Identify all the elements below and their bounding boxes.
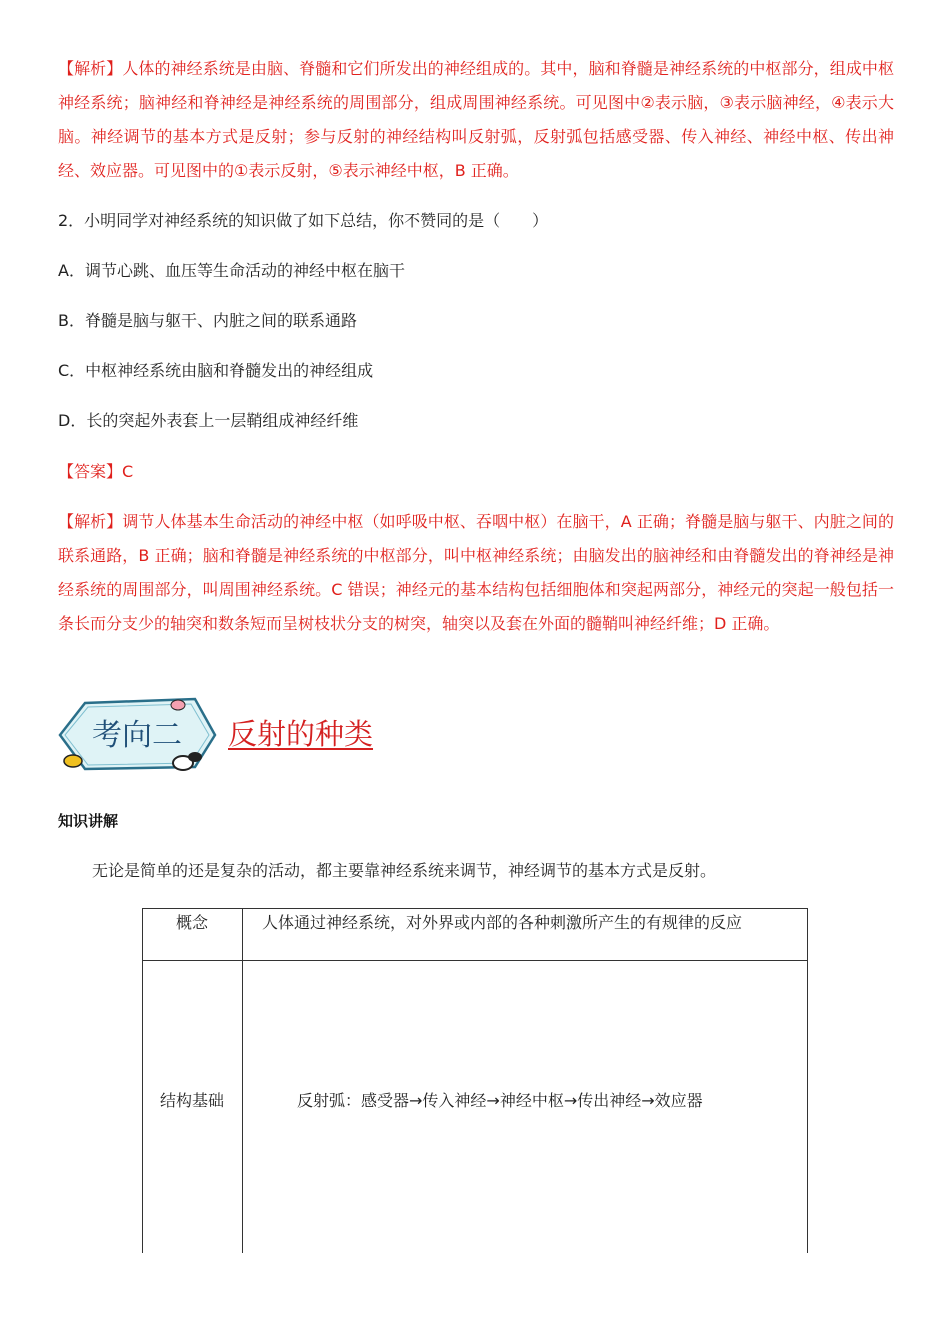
analysis-tag: 【解析】 bbox=[58, 512, 123, 531]
answer-value: C bbox=[122, 462, 134, 481]
knowledge-intro: 无论是简单的还是复杂的活动，都主要靠神经系统来调节，神经调节的基本方式是反射。 bbox=[92, 861, 717, 880]
answer-line bbox=[58, 459, 133, 485]
reflex-table bbox=[142, 908, 808, 1253]
badge-decoration-dark bbox=[188, 752, 202, 762]
option-c: C．中枢神经系统由脑和脊髓发出的神经组成 bbox=[58, 361, 374, 380]
analysis-text: 调节人体基本生命活动的神经中枢（如呼吸中枢、吞咽中枢）在脑干，A 正确；脊髓是脑与躯干、内脏之间的联系通路，B 正确；脑和脊髓是神经系统的中枢部分，叫中枢神经系统；由脑发出的脑神经和由脊髓发出的脊神经是神经系统的周围部分，叫周围神经系统。C 错误；神经元的基本结构包括细胞体和突起两部分，神经元的突起一般包括一条长而分支少的轴突和数条短而呈树枝状分支的树突，轴突以及套在外面的髓鞘叫神经纤维；D 正确。 bbox=[58, 512, 894, 633]
answer-tag: 【答案】 bbox=[58, 462, 123, 481]
badge-decoration-yellow bbox=[64, 755, 82, 767]
analysis-paragraph-1 bbox=[58, 52, 894, 188]
analysis-tag: 【解析】 bbox=[58, 59, 123, 78]
table-border-top bbox=[142, 908, 808, 909]
badge-decoration-pink bbox=[171, 700, 185, 710]
table-label-structure: 结构基础 bbox=[159, 1091, 224, 1110]
table-content-concept: 人体通过神经系统，对外界或内部的各种刺激所产生的有规律的反应 bbox=[262, 913, 743, 932]
table-row-divider bbox=[142, 960, 808, 961]
table-label-concept: 概念 bbox=[175, 913, 208, 932]
question-stem: 2．小明同学对神经系统的知识做了如下总结，你不赞同的是（ ） bbox=[58, 211, 549, 230]
knowledge-heading: 知识讲解 bbox=[58, 812, 119, 830]
badge-text: 考向二 bbox=[92, 718, 182, 753]
table-content-structure: 反射弧：感受器→传入神经→神经中枢→传出神经→效应器 bbox=[297, 1091, 703, 1110]
option-d: D．长的突起外表套上一层鞘组成神经纤维 bbox=[58, 411, 359, 430]
analysis-text: 人体的神经系统是由脑、脊髓和它们所发出的神经组成的。其中，脑和脊髓是神经系统的中枢部分，组成中枢神经系统；脑神经和脊神经是神经系统的周围部分，组成周围神经系统。可见图中②表示脑，③表示脑神经，④表示大脑。神经调节的基本方式是反射；参与反射的神经结构叫反射弧，反射弧包括感受器、传入神经、神经中枢、传出神经、效应器。可见图中的①表示反射，⑤表示神经中枢，B 正确。 bbox=[58, 59, 894, 180]
section-title: 反射的种类 bbox=[228, 717, 374, 751]
option-a: A．调节心跳、血压等生命活动的神经中枢在脑干 bbox=[58, 261, 405, 280]
option-b: B．脊髓是脑与躯干、内脏之间的联系通路 bbox=[58, 311, 357, 330]
analysis-paragraph-2 bbox=[58, 505, 894, 641]
